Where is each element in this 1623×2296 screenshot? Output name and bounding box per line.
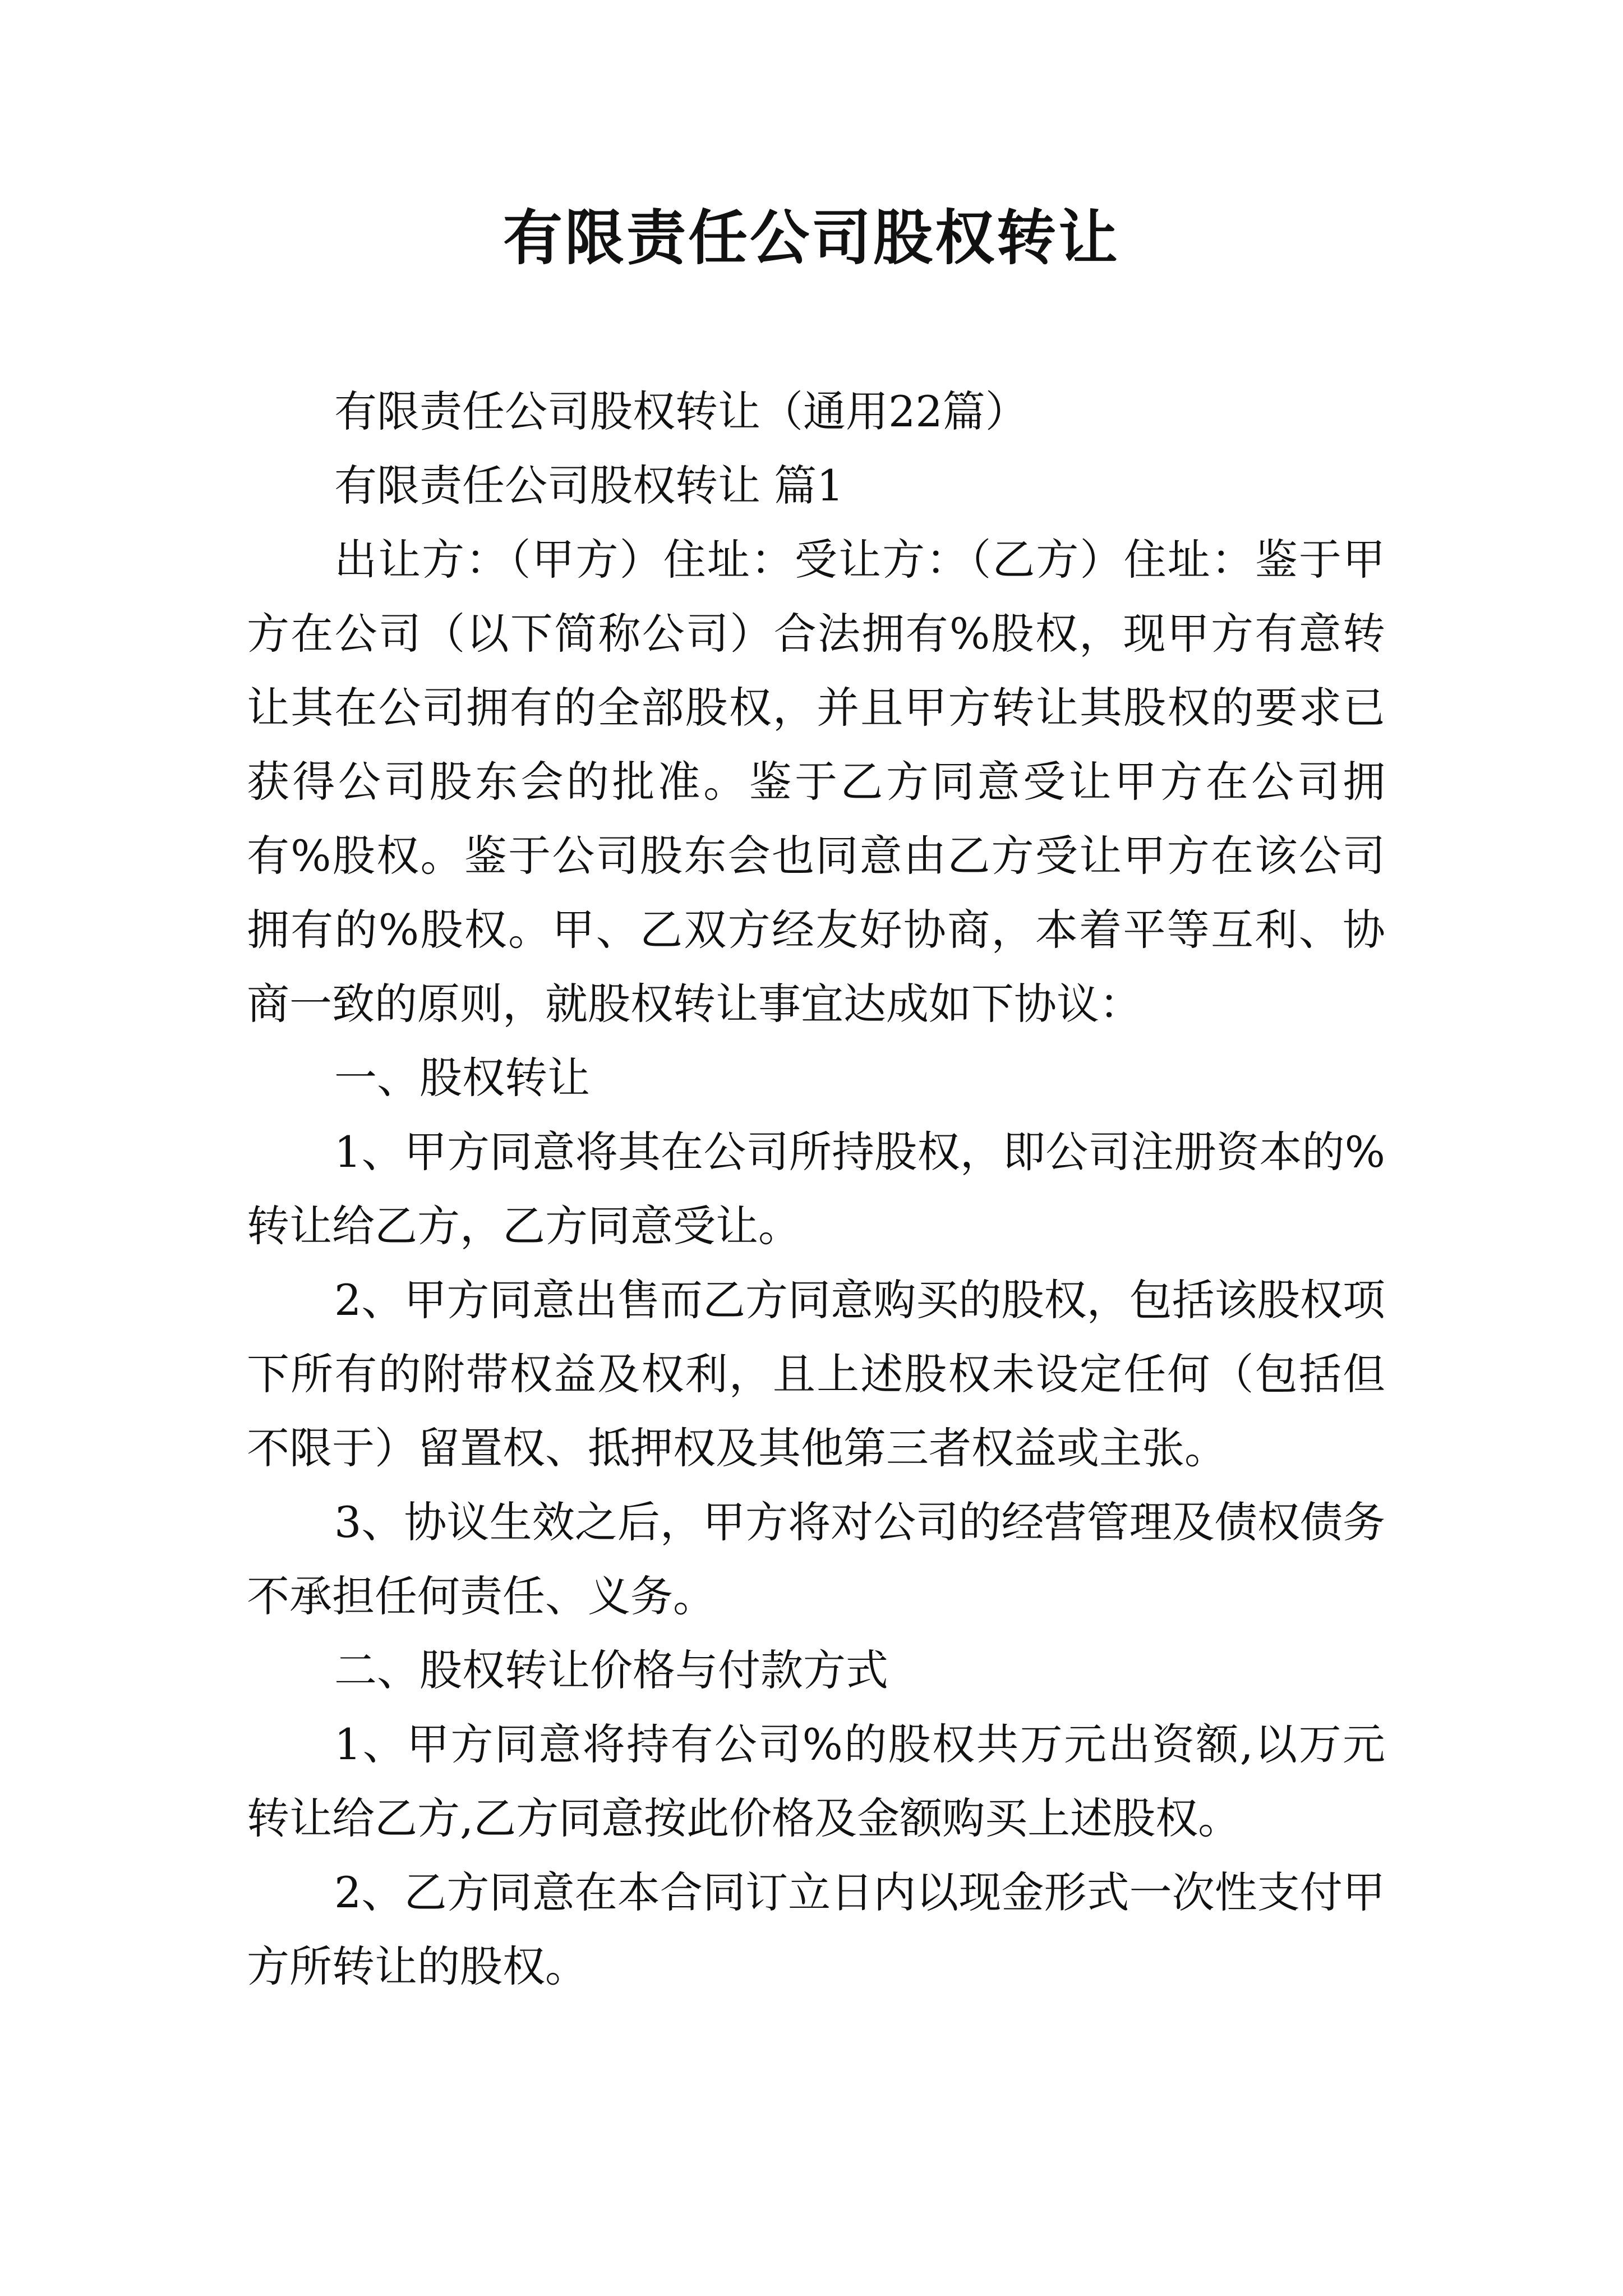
document-body <box>247 375 1385 2004</box>
clause-heading-2: 二、股权转让价格与付款方式 <box>334 1645 888 1695</box>
clause-paragraph-1-3: 3、协议生效之后，甲方将对公司的经营管理及债权债务不承担任何责任、义务。 <box>247 1497 1385 1621</box>
document-title: 有限责任公司股权转让 <box>503 204 1120 273</box>
clause-paragraph-1-2: 2、甲方同意出售而乙方同意购买的股权，包括该股权项下所有的附带权益及权利，且上述股权未设定任何（包括但不限于）留置权、抵押权及其他第三者权益或主张。 <box>247 1275 1385 1473</box>
clause-paragraph-2-2: 2、乙方同意在本合同订立日内以现金形式一次性支付甲方所转让的股权。 <box>247 1867 1385 1991</box>
clause-paragraph-1-1: 1、甲方同意将其在公司所持股权，即公司注册资本的%转让给乙方，乙方同意受让。 <box>247 1127 1385 1251</box>
clause-heading-1: 一、股权转让 <box>334 1053 590 1103</box>
subtitle-paragraph: 有限责任公司股权转让（通用22篇） <box>334 386 1028 436</box>
section-heading-paragraph: 有限责任公司股权转让 篇1 <box>334 461 844 510</box>
clause-paragraph-2-1: 1、甲方同意将持有公司%的股权共万元出资额,以万元转让给乙方,乙方同意按此价格及金额购买上述股权。 <box>247 1719 1385 1843</box>
preamble-paragraph: 出让方：（甲方）住址：受让方：（乙方）住址：鉴于甲方在公司（以下简称公司）合法拥有%股权，现甲方有意转让其在公司拥有的全部股权，并且甲方转让其股权的要求已获得公司股东会的批准。鉴于乙方同意受让甲方在公司拥有%股权。鉴于公司股东会也同意由乙方受让甲方在该公司拥有的%股权。甲、乙双方经友好协商，本着平等互利、协商一致的原则，就股权转让事宜达成如下协议： <box>247 535 1385 1029</box>
